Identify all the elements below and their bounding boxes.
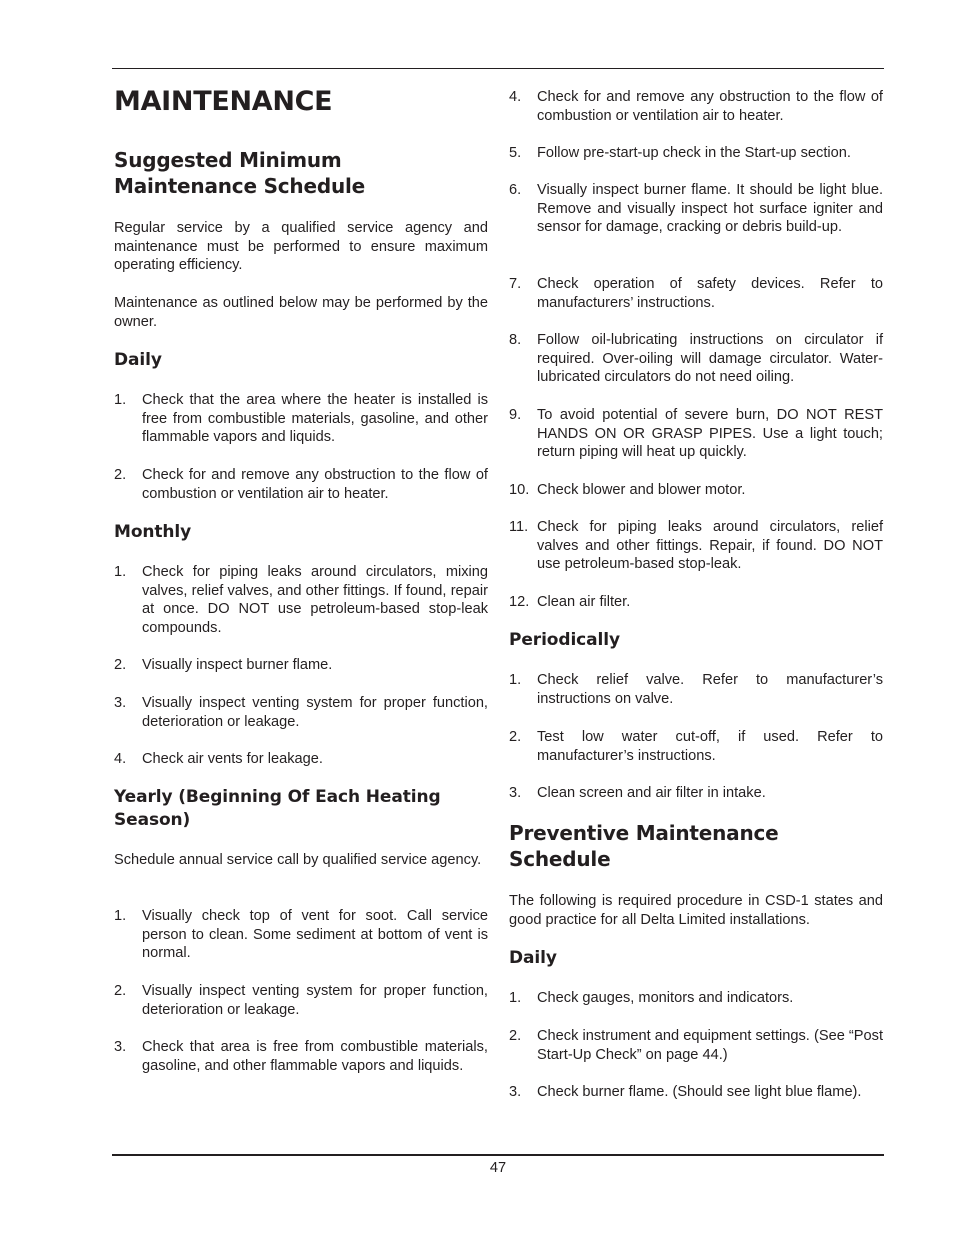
list-item-number: 2. <box>114 983 127 999</box>
list-item-number: 1. <box>114 392 127 408</box>
list-item-number: 4. <box>114 751 127 767</box>
list-item <box>114 1038 488 1075</box>
bottom-rule <box>112 1154 884 1156</box>
list-item <box>509 88 883 125</box>
list-item <box>114 694 488 731</box>
list-item-text: Follow oil-lubricating instructions on circulator if required. Over-oiling will damage circulator. Water-lubricated circulators do not need oiling. <box>537 332 883 386</box>
list-item-number: 12. <box>509 594 530 610</box>
top-rule <box>112 68 884 69</box>
list-item-text: To avoid potential of severe burn, DO NOT REST HANDS ON OR GRASP PIPES. Use a light touch; return piping will heat up quickly. <box>537 407 883 461</box>
list-item <box>509 144 883 163</box>
list-item-number: 3. <box>114 1039 127 1055</box>
list-item <box>114 466 488 503</box>
list-item <box>509 671 883 708</box>
list-item-number: 2. <box>509 729 522 745</box>
list-item-number: 2. <box>509 1028 522 1044</box>
list-item-number: 1. <box>509 672 522 688</box>
list-item-text: Check for piping leaks around circulators, relief valves and other fittings. Repair, if found. DO NOT use petroleum-based stop-leak. <box>537 519 883 573</box>
list-item-number: 6. <box>509 182 522 198</box>
list-item-text: Visually check top of vent for soot. Call service person to clean. Some sediment at bottom of vent is normal. <box>142 908 488 962</box>
list-item <box>509 481 883 500</box>
list-item-number: 10. <box>509 482 530 498</box>
list-item-number: 5. <box>509 145 522 161</box>
list-item-number: 3. <box>114 695 127 711</box>
list-item-text: Check that area is free from combustible materials, gasoline, and other flammable vapors and liquids. <box>142 1039 488 1074</box>
list-item-number: 1. <box>509 990 522 1006</box>
list-item-number: 8. <box>509 332 522 348</box>
intro-paragraph: Regular service by a qualified service agency and maintenance must be performed to ensure maximum operating efficiency. <box>114 220 488 274</box>
list-item <box>114 656 488 675</box>
list-item-number: 3. <box>509 1084 522 1100</box>
subheading-preventive-daily: Daily <box>509 948 557 968</box>
subheading-monthly: Monthly <box>114 522 192 542</box>
list-item-text: Check air vents for leakage. <box>142 751 323 767</box>
list-item <box>509 331 883 387</box>
list-item <box>509 728 883 765</box>
list-item-text: Visually inspect venting system for proper function, deterioration or leakage. <box>142 695 488 730</box>
yearly-intro: Schedule annual service call by qualified service agency. <box>114 852 482 868</box>
list-item-number: 9. <box>509 407 522 423</box>
subheading-periodically: Periodically <box>509 630 620 650</box>
list-item <box>509 1083 883 1102</box>
list-item <box>509 406 883 462</box>
page-title: MAINTENANCE <box>114 86 333 117</box>
list-item-text: Visually inspect burner flame. <box>142 657 333 673</box>
list-item <box>509 989 883 1008</box>
intro-paragraph: Maintenance as outlined below may be performed by the owner. <box>114 295 488 330</box>
list-item-number: 7. <box>509 276 522 292</box>
list-item-text: Visually inspect burner flame. It should be light blue. Remove and visually inspect hot surface igniter and sensor for damage, cracking or debris build-up. <box>537 182 883 236</box>
page-number: 47 <box>489 1160 507 1176</box>
list-item-number: 3. <box>509 785 522 801</box>
list-item-number: 2. <box>114 467 127 483</box>
list-item-text: Check for and remove any obstruction to the flow of combustion or ventilation air to heater. <box>537 89 883 124</box>
list-item-text: Visually inspect venting system for proper function, deterioration or leakage. <box>142 983 488 1018</box>
list-item-text: Check gauges, monitors and indicators. <box>537 990 794 1006</box>
subheading-daily: Daily <box>114 350 162 370</box>
list-item-text: Check relief valve. Refer to manufacturer’s instructions on valve. <box>537 672 883 707</box>
list-item-number: 2. <box>114 657 127 673</box>
list-item-text: Check for piping leaks around circulators, mixing valves, relief valves, and other fittings. If found, repair at once. DO NOT use petroleum-based stop-leak compounds. <box>142 564 488 637</box>
list-item <box>509 784 883 803</box>
list-item <box>114 750 488 769</box>
list-item-text: Check for and remove any obstruction to the flow of combustion or ventilation air to heater. <box>142 467 488 502</box>
list-item-text: Clean screen and air filter in intake. <box>537 785 766 801</box>
list-item-text: Check burner flame. (Should see light blue flame). <box>537 1084 862 1100</box>
list-item-number: 1. <box>114 564 127 580</box>
list-item-text: Check that the area where the heater is installed is free from combustible materials, gasoline, and other flammable vapors and liquids. <box>142 392 488 446</box>
list-item-text: Follow pre-start-up check in the Start-up section. <box>537 145 851 161</box>
list-item-number: 11. <box>509 519 529 535</box>
list-item-text: Clean air filter. <box>537 594 631 610</box>
list-item <box>114 563 488 638</box>
list-item <box>509 1027 883 1064</box>
subheading-yearly: Yearly (Beginning Of Each Heating Season) <box>114 787 441 830</box>
list-item <box>114 391 488 447</box>
preventive-intro: The following is required procedure in CSD-1 states and good practice for all Delta Limited installations. <box>509 893 883 928</box>
section-heading-suggested: Suggested Minimum Maintenance Schedule <box>114 148 366 198</box>
section-heading-preventive: Preventive Maintenance Schedule <box>509 821 779 871</box>
list-item <box>509 593 883 612</box>
list-item <box>509 275 883 312</box>
list-item-text: Check blower and blower motor. <box>537 482 746 498</box>
list-item-number: 4. <box>509 89 522 105</box>
list-item <box>509 518 883 574</box>
list-item <box>114 982 488 1019</box>
list-item-text: Check instrument and equipment settings. (See “Post Start-Up Check” on page 44.) <box>537 1028 883 1063</box>
list-item <box>114 907 488 963</box>
list-item-number: 1. <box>114 908 127 924</box>
list-item <box>509 181 883 237</box>
list-item-text: Test low water cut-off, if used. Refer to manufacturer’s instructions. <box>537 729 883 764</box>
list-item-text: Check operation of safety devices. Refer to manufacturers’ instructions. <box>537 276 883 311</box>
